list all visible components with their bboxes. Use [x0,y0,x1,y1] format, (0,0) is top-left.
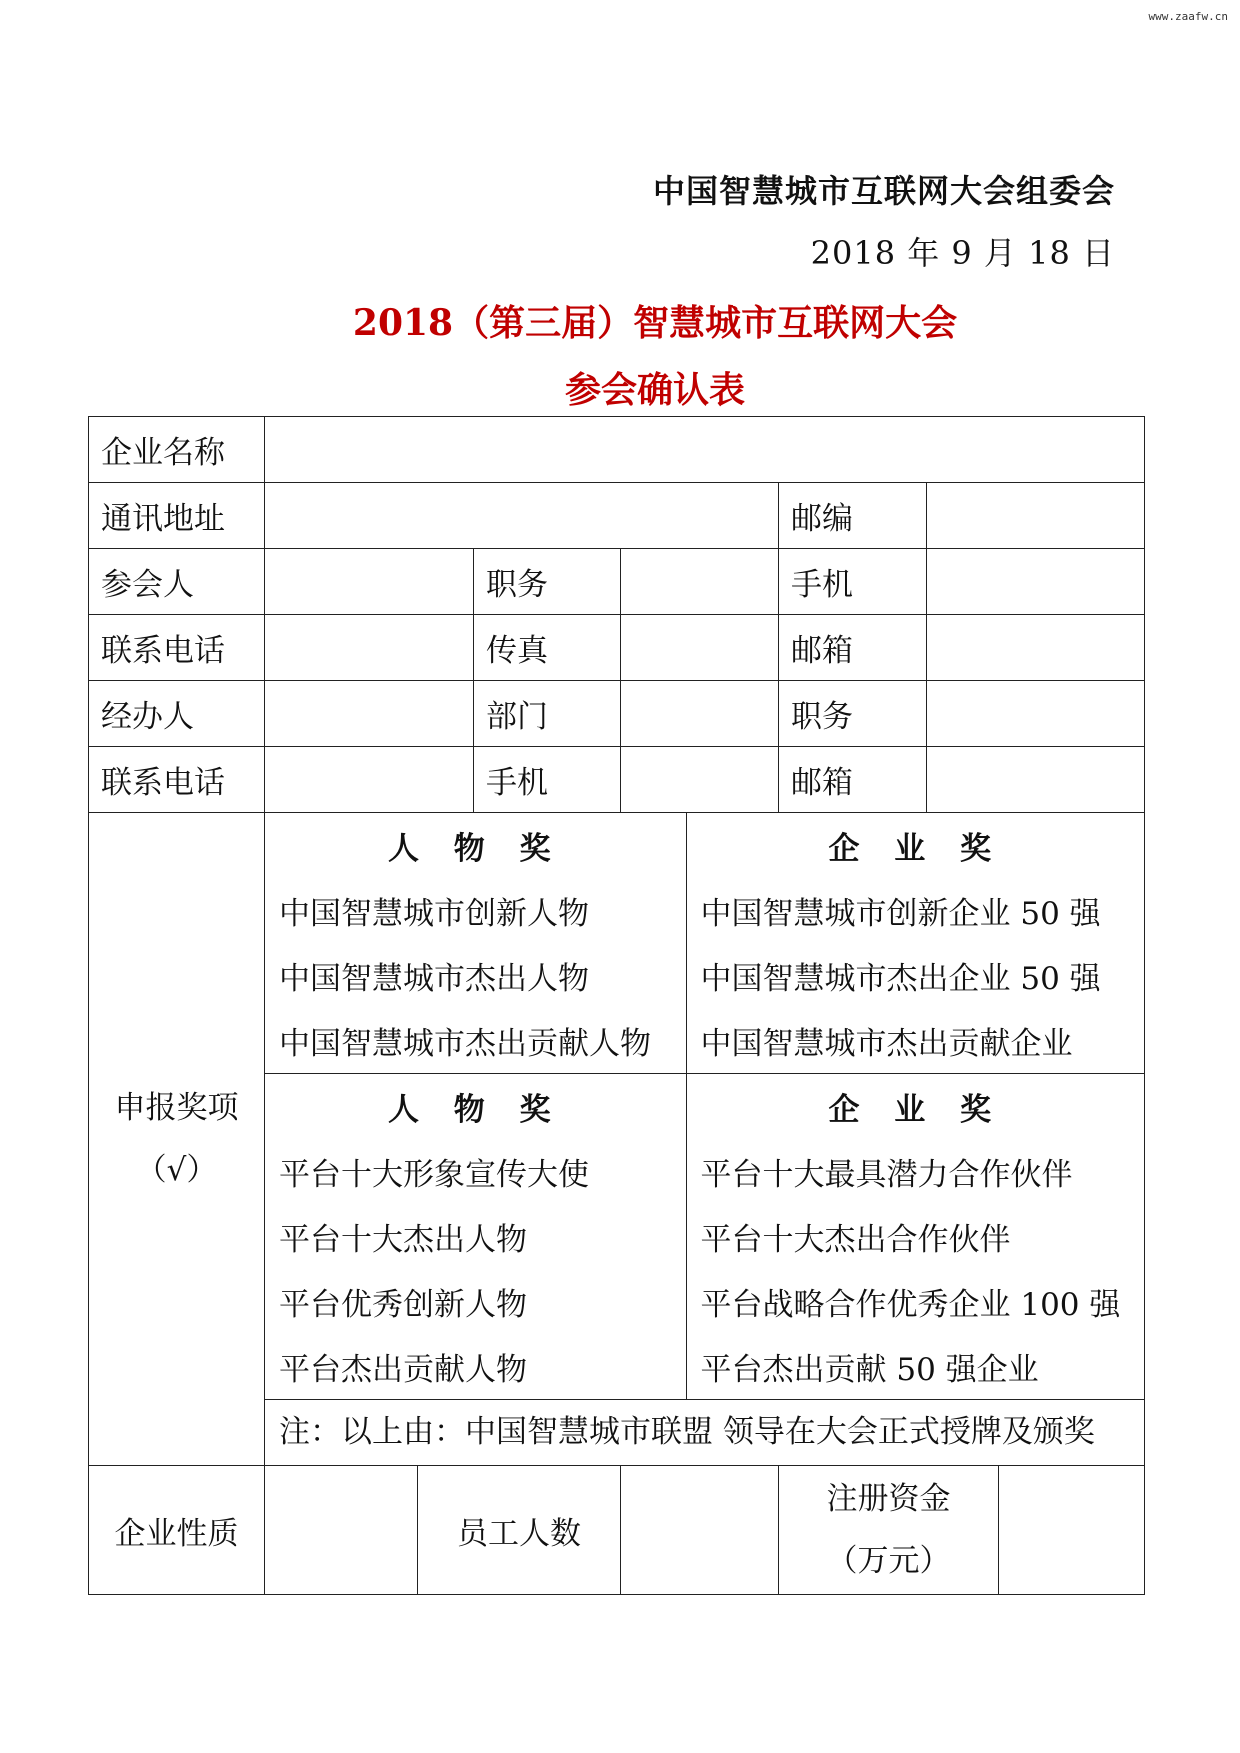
company-name-row [89,417,1145,483]
awards-cell [265,813,1145,1466]
company-name-field[interactable] [265,417,1145,483]
employees-field[interactable] [621,1466,779,1595]
awards-row [89,813,1145,1466]
postcode-field[interactable] [927,483,1145,549]
attendee-position-label: 职务 [474,549,621,615]
handler-field[interactable] [265,681,474,747]
document-subtitle: 参会确认表 [564,369,745,411]
handler-mobile-label: 手机 [474,747,621,813]
group1-person-head: 人 物 奖 [387,831,563,867]
awards-label: 申报奖项 [114,1090,239,1126]
capital-label-cell [779,1466,999,1595]
award-option[interactable]: 中国智慧城市杰出人物 [279,961,589,997]
handler-phone-label: 联系电话 [89,747,265,813]
award-option[interactable]: 中国智慧城市创新人物 [279,896,589,932]
address-row [89,483,1145,549]
watermark: www.zaafw.cn [1148,10,1228,23]
postcode-label: 邮编 [779,483,927,549]
handler-email-field[interactable] [927,747,1145,813]
handler-phone-field[interactable] [265,747,474,813]
handler-position-label: 职务 [779,681,927,747]
employees-label: 员工人数 [418,1466,621,1595]
department-label: 部门 [474,681,621,747]
company-name-label: 企业名称 [89,417,265,483]
company-info-row [89,1466,1145,1595]
award-option[interactable]: 平台优秀创新人物 [279,1287,527,1323]
awards-grid [265,813,1145,1465]
award-option[interactable]: 平台杰出贡献 50 强企业 [686,1334,1145,1400]
award-option[interactable]: 平台十大杰出合作伙伴 [686,1204,1145,1269]
award-option[interactable]: 中国智慧城市创新企业 50 强 [686,878,1145,943]
contact-phone-field[interactable] [265,615,474,681]
capital-unit: （万元） [826,1543,951,1579]
organizer-name: 中国智慧城市互联网大会组委会 [652,172,1115,210]
address-field[interactable] [265,483,779,549]
fax-label: 传真 [474,615,621,681]
capital-field[interactable] [999,1466,1145,1595]
attendee-mobile-field[interactable] [927,549,1145,615]
award-option[interactable]: 平台杰出贡献人物 [279,1352,527,1388]
handler-email-label: 邮箱 [779,747,927,813]
email-field[interactable] [927,615,1145,681]
awards-label-cell [89,813,265,1466]
email-label: 邮箱 [779,615,927,681]
address-label: 通讯地址 [89,483,265,549]
handler-mobile-field[interactable] [621,747,779,813]
handler-row [89,681,1145,747]
capital-label: 注册资金 [826,1481,951,1517]
awards-checkmark-hint: （√） [135,1152,218,1188]
document-title: 2018（第三届）智慧城市互联网大会 [352,302,958,344]
fax-field[interactable] [621,615,779,681]
award-option[interactable]: 中国智慧城市杰出企业 50 强 [686,943,1145,1008]
company-type-label: 企业性质 [89,1466,265,1595]
award-option[interactable]: 中国智慧城市杰出贡献人物 [279,1026,651,1062]
award-option[interactable]: 中国智慧城市杰出贡献企业 [686,1008,1145,1074]
attendee-row [89,549,1145,615]
company-type-field[interactable] [265,1466,418,1595]
award-option[interactable]: 平台十大最具潜力合作伙伴 [686,1139,1145,1204]
handler-label: 经办人 [89,681,265,747]
awards-note: 注：以上由：中国智慧城市联盟 领导在大会正式授牌及颁奖 [265,1400,1145,1466]
attendee-position-field[interactable] [621,549,779,615]
award-option[interactable]: 平台十大杰出人物 [279,1222,527,1258]
attendee-field[interactable] [265,549,474,615]
award-option[interactable]: 平台战略合作优秀企业 100 强 [686,1269,1145,1334]
award-option[interactable]: 平台十大形象宣传大使 [279,1157,589,1193]
attendee-mobile-label: 手机 [779,549,927,615]
attendee-label: 参会人 [89,549,265,615]
group2-person-head: 人 物 奖 [265,1074,686,1140]
handler-position-field[interactable] [927,681,1145,747]
contact-phone-label: 联系电话 [89,615,265,681]
issue-date: 2018 年 9 月 18 日 [810,234,1115,272]
confirmation-form [88,416,1145,1595]
department-field[interactable] [621,681,779,747]
group2-company-head: 企 业 奖 [686,1074,1145,1140]
contact-row [89,615,1145,681]
handler-contact-row [89,747,1145,813]
group1-company-head: 企 业 奖 [686,813,1145,878]
